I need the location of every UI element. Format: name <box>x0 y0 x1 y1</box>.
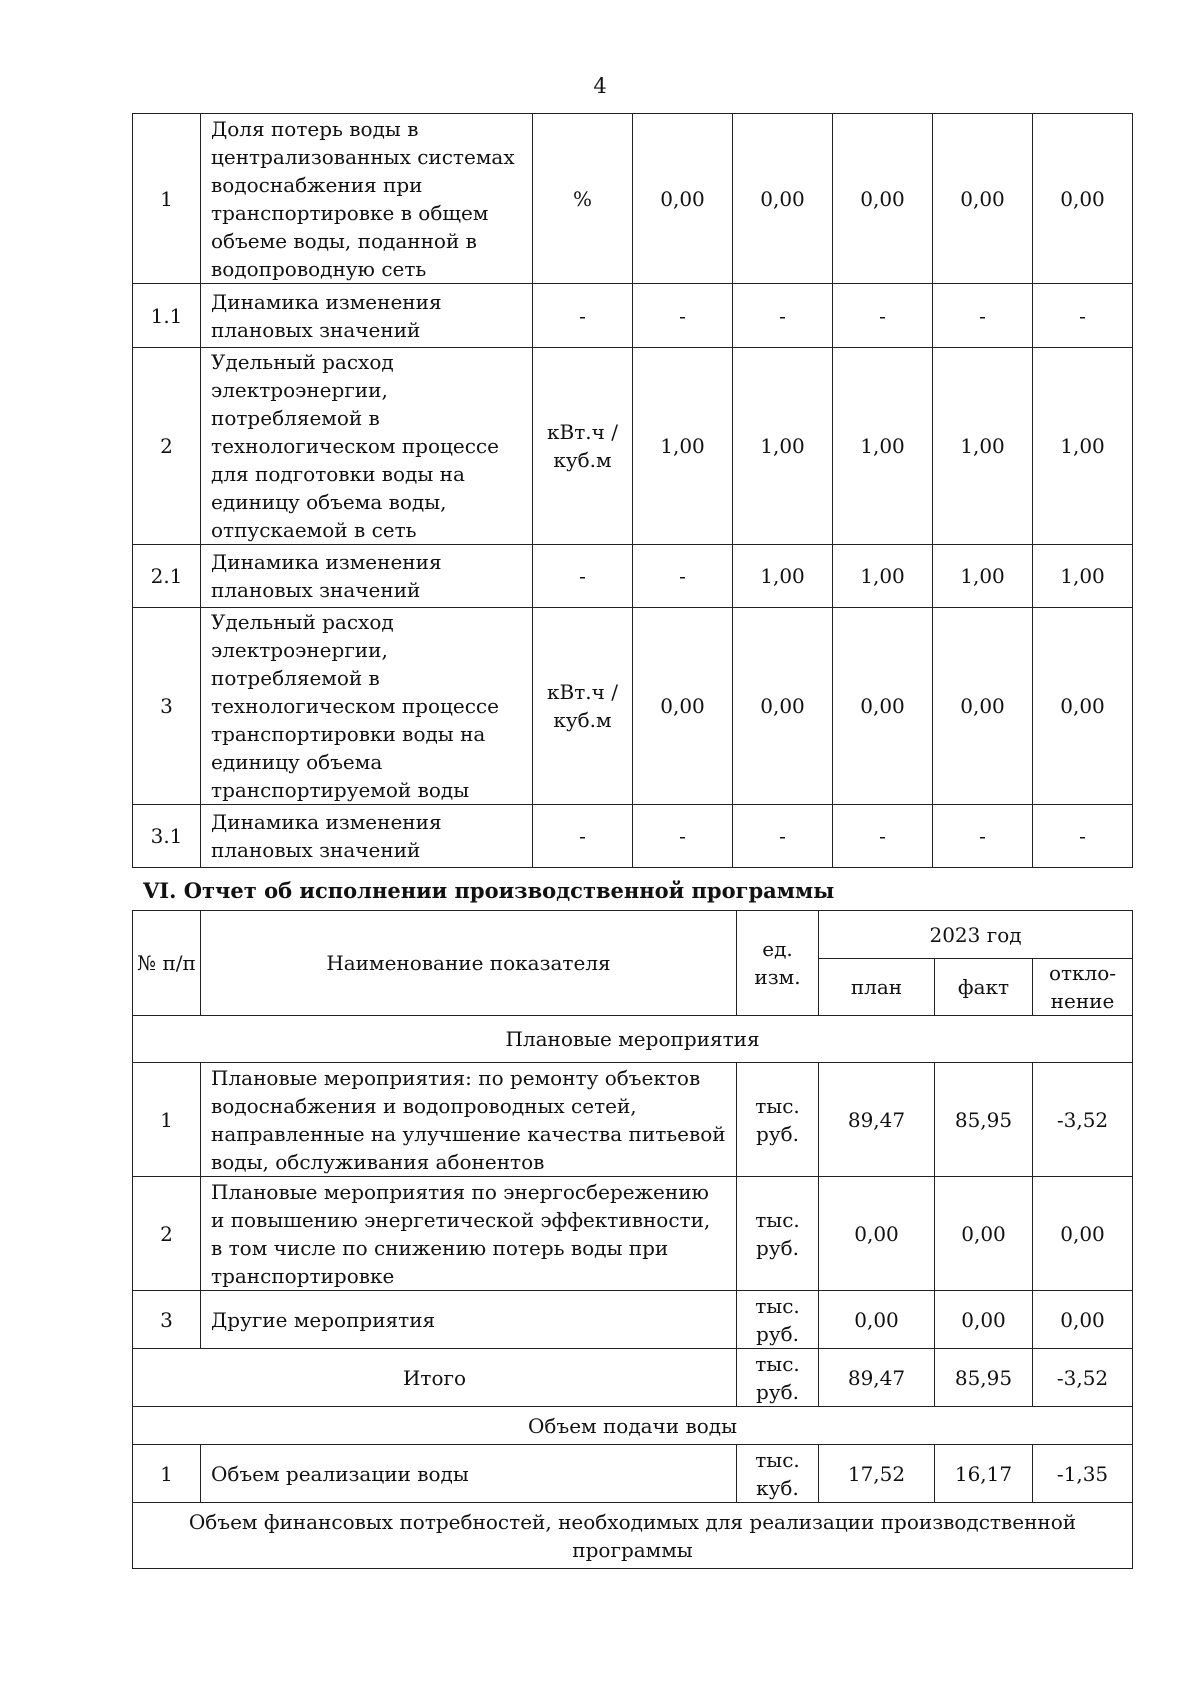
row-number: 3 <box>133 1291 201 1349</box>
section-row <box>133 1503 1133 1569</box>
table-row <box>133 114 1133 284</box>
indicator-name: Удельный расход электроэнергии, потребляемой в технологическом процессе транспортировки воды на единицу объема транспортируемой воды <box>201 608 533 805</box>
deviation-value: -3,52 <box>1033 1349 1133 1407</box>
value-cell: 0,00 <box>1033 608 1133 805</box>
row-number: 3 <box>133 608 201 805</box>
plan-value: 0,00 <box>819 1177 935 1291</box>
unit-cell: - <box>533 805 633 868</box>
unit-cell: тыс. куб. <box>737 1445 819 1503</box>
value-cell: - <box>733 805 833 868</box>
table-row <box>133 805 1133 868</box>
value-cell: 0,00 <box>733 608 833 805</box>
indicator-name: Динамика изменения плановых значений <box>201 284 533 348</box>
row-number: 2.1 <box>133 545 201 608</box>
header-fact: факт <box>935 959 1033 1016</box>
total-row <box>133 1349 1133 1407</box>
fact-value: 85,95 <box>935 1063 1033 1177</box>
indicator-name: Динамика изменения плановых значений <box>201 805 533 868</box>
table-row <box>133 1177 1133 1291</box>
value-cell: 0,00 <box>633 114 733 284</box>
unit-cell: кВт.ч / куб.м <box>533 348 633 545</box>
value-cell: 1,00 <box>933 545 1033 608</box>
value-cell: - <box>1033 284 1133 348</box>
row-number: 2 <box>133 348 201 545</box>
table-row <box>133 348 1133 545</box>
indicators-table <box>132 113 1133 868</box>
fact-value: 0,00 <box>935 1291 1033 1349</box>
value-cell: - <box>633 284 733 348</box>
row-number: 2 <box>133 1177 201 1291</box>
value-cell: - <box>733 284 833 348</box>
unit-cell: тыс. руб. <box>737 1349 819 1407</box>
plan-value: 89,47 <box>819 1063 935 1177</box>
unit-cell: - <box>533 284 633 348</box>
fact-value: 16,17 <box>935 1445 1033 1503</box>
plan-value: 0,00 <box>819 1291 935 1349</box>
row-number: 1 <box>133 1063 201 1177</box>
indicator-name: Динамика изменения плановых значений <box>201 545 533 608</box>
header-unit: ед. изм. <box>737 911 819 1016</box>
table-row <box>133 1063 1133 1177</box>
unit-cell: тыс. руб. <box>737 1177 819 1291</box>
header-name: Наименование показателя <box>201 911 737 1016</box>
indicator-name: Доля потерь воды в централизованных системах водоснабжения при транспортировке в общем объеме воды, поданной в водопроводную сеть <box>201 114 533 284</box>
fact-value: 0,00 <box>935 1177 1033 1291</box>
table-row <box>133 1291 1133 1349</box>
indicator-name: Другие мероприятия <box>201 1291 737 1349</box>
deviation-value: -1,35 <box>1033 1445 1133 1503</box>
section-row <box>133 1016 1133 1063</box>
unit-cell: тыс. руб. <box>737 1291 819 1349</box>
value-cell: 0,00 <box>1033 114 1133 284</box>
row-number: 3.1 <box>133 805 201 868</box>
value-cell: 1,00 <box>1033 348 1133 545</box>
row-number: 1 <box>133 1445 201 1503</box>
value-cell: - <box>633 545 733 608</box>
value-cell: 0,00 <box>933 114 1033 284</box>
value-cell: - <box>933 284 1033 348</box>
indicator-name: Удельный расход электроэнергии, потребляемой в технологическом процессе для подготовки воды на единицу объема воды, отпускаемой в сеть <box>201 348 533 545</box>
fact-value: 85,95 <box>935 1349 1033 1407</box>
indicator-name: Объем реализации воды <box>201 1445 737 1503</box>
header-year: 2023 год <box>819 911 1133 959</box>
value-cell: - <box>1033 805 1133 868</box>
value-cell: - <box>833 805 933 868</box>
program-report-table <box>132 910 1133 1569</box>
value-cell: 0,00 <box>833 608 933 805</box>
table-row <box>133 1445 1133 1503</box>
header-num: № п/п <box>133 911 201 1016</box>
value-cell: 0,00 <box>633 608 733 805</box>
unit-cell: % <box>533 114 633 284</box>
finance-needs-label: Объем финансовых потребностей, необходимых для реализации производственной программы <box>133 1503 1133 1569</box>
section-planned-label: Плановые мероприятия <box>133 1016 1133 1063</box>
indicator-name: Плановые мероприятия: по ремонту объектов водоснабжения и водопроводных сетей, направленные на улучшение качества питьевой воды, обслуживания абонентов <box>201 1063 737 1177</box>
value-cell: 0,00 <box>933 608 1033 805</box>
value-cell: - <box>933 805 1033 868</box>
value-cell: 0,00 <box>833 114 933 284</box>
value-cell: 1,00 <box>1033 545 1133 608</box>
value-cell: 1,00 <box>733 545 833 608</box>
indicator-name: Плановые мероприятия по энергосбережению и повышению энергетической эффективности, в том числе по снижению потерь воды при транспортировке <box>201 1177 737 1291</box>
value-cell: - <box>633 805 733 868</box>
header-row <box>133 911 1133 959</box>
value-cell: 1,00 <box>733 348 833 545</box>
value-cell: 1,00 <box>833 545 933 608</box>
unit-cell: - <box>533 545 633 608</box>
unit-cell: тыс. руб. <box>737 1063 819 1177</box>
section-title: VI. Отчет об исполнении производственной программы <box>143 878 835 903</box>
section-row <box>133 1407 1133 1445</box>
plan-value: 89,47 <box>819 1349 935 1407</box>
table-row <box>133 608 1133 805</box>
section-volume-label: Объем подачи воды <box>133 1407 1133 1445</box>
page-number: 4 <box>593 74 607 98</box>
value-cell: - <box>833 284 933 348</box>
value-cell: 0,00 <box>733 114 833 284</box>
header-deviation: откло-нение <box>1033 959 1133 1016</box>
deviation-value: 0,00 <box>1033 1291 1133 1349</box>
value-cell: 1,00 <box>933 348 1033 545</box>
plan-value: 17,52 <box>819 1445 935 1503</box>
row-number: 1.1 <box>133 284 201 348</box>
deviation-value: -3,52 <box>1033 1063 1133 1177</box>
unit-cell: кВт.ч / куб.м <box>533 608 633 805</box>
table-row <box>133 545 1133 608</box>
table-row <box>133 284 1133 348</box>
value-cell: 1,00 <box>833 348 933 545</box>
header-plan: план <box>819 959 935 1016</box>
total-label: Итого <box>133 1349 737 1407</box>
row-number: 1 <box>133 114 201 284</box>
deviation-value: 0,00 <box>1033 1177 1133 1291</box>
value-cell: 1,00 <box>633 348 733 545</box>
